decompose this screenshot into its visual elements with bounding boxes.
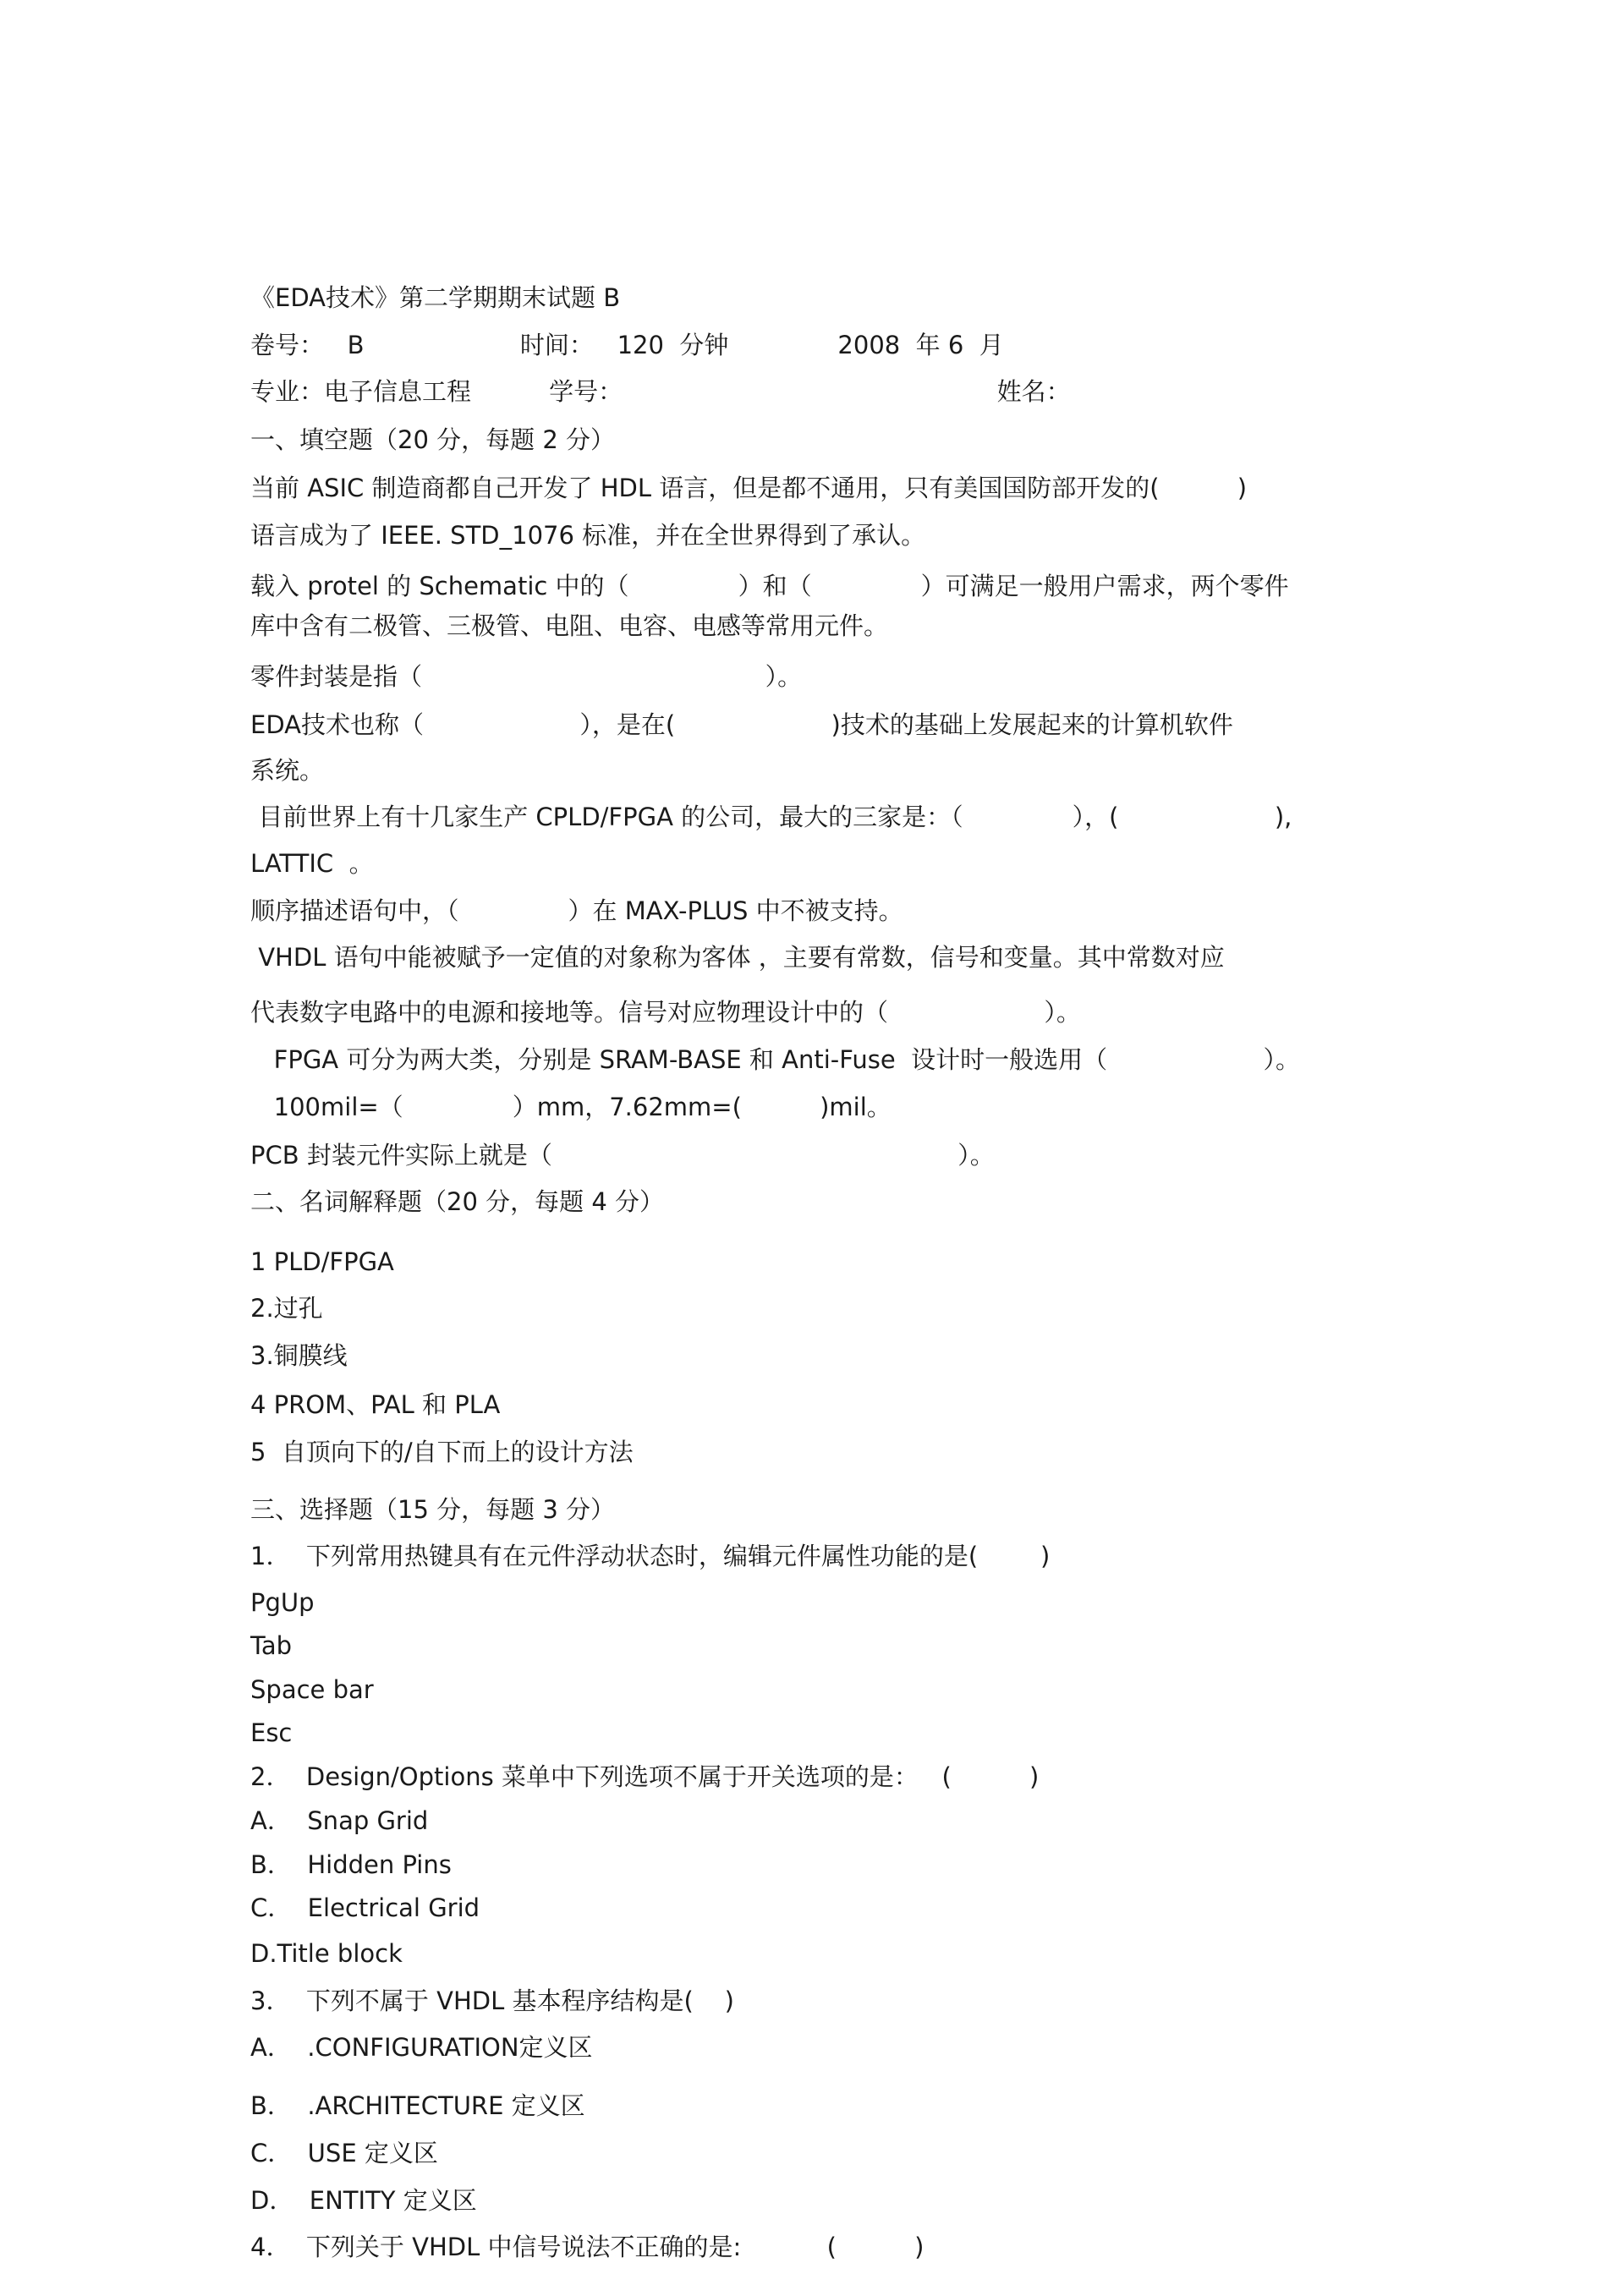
choice-q2-option-c: C． Electrical Grid — [250, 1893, 480, 1922]
fill-question-7b: 代表数字电路中的电源和接地等。信号对应物理设计中的（ ）。 — [250, 998, 1081, 1027]
term-item-5: 5 自顶向下的/自下而上的设计方法 — [250, 1438, 634, 1466]
student-info-line: 专业：电子信息工程 学号： 姓名： — [250, 377, 1071, 406]
term-item-4: 4 PROM、PAL 和 PLA — [250, 1390, 501, 1419]
choice-q1-option-3: Space bar — [250, 1675, 374, 1704]
fill-question-1a: 当前 ASIC 制造商都自己开发了 HDL 语言，但是都不通用，只有美国国防部开发的( ) — [250, 474, 1248, 502]
choice-q1-option-1: PgUp — [250, 1588, 315, 1617]
fill-question-5a: 目前世界上有十几家生产 CPLD/FPGA 的公司，最大的三家是：（ ），( ), — [250, 803, 1292, 831]
exam-info-line: 卷号： B 时间： 120 分钟 2008 年 6 月 — [250, 331, 1004, 359]
fill-question-8: FPGA 可分为两大类，分别是 SRAM-BASE 和 Anti-Fuse 设计时一般选用（ ）。 — [250, 1045, 1300, 1074]
choice-question-4: 4． 下列关于 VHDL 中信号说法不正确的是: ( ) — [250, 2233, 924, 2261]
fill-question-6: 顺序描述语句中，（ ）在 MAX-PLUS 中不被支持。 — [250, 896, 903, 925]
fill-question-4b: 系统。 — [250, 756, 325, 785]
fill-question-2b: 库中含有二极管、三极管、电阻、电容、电感等常用元件。 — [250, 611, 889, 640]
choice-q3-option-d: D． ENTITY 定义区 — [250, 2186, 477, 2215]
choice-question-1: 1． 下列常用热键具有在元件浮动状态时，编辑元件属性功能的是( ) — [250, 1542, 1051, 1570]
fill-question-4a: EDA技术也称（ ），是在( )技术的基础上发展起来的计算机软件 — [250, 710, 1233, 739]
choice-q3-option-c: C． USE 定义区 — [250, 2139, 438, 2167]
term-item-2: 2.过孔 — [250, 1294, 323, 1323]
choice-q1-option-4: Esc — [250, 1718, 293, 1747]
fill-question-10: PCB 封装元件实际上就是（ ）。 — [250, 1141, 995, 1170]
fill-question-9: 100mil=（ ）mm，7.62mm=( )mil。 — [250, 1093, 892, 1121]
doc-title: 《EDA技术》第二学期期末试题 B — [250, 283, 621, 312]
choice-q1-option-2: Tab — [250, 1631, 293, 1660]
choice-q3-option-b: B． .ARCHITECTURE 定义区 — [250, 2091, 585, 2120]
fill-question-7a: VHDL 语句中能被赋予一定值的对象称为客体 ，主要有常数，信号和变量。其中常数对应 — [250, 943, 1225, 972]
choice-question-3: 3． 下列不属于 VHDL 基本程序结构是( ) — [250, 1986, 734, 2015]
term-item-3: 3.铜膜线 — [250, 1341, 348, 1370]
fill-question-2a: 载入 protel 的 Schematic 中的（ ）和（ ）可满足一般用户需求，两个零件 — [250, 572, 1289, 600]
section3-heading: 三、选择题（15 分，每题 3 分） — [250, 1495, 616, 1524]
choice-q2-option-b: B． Hidden Pins — [250, 1850, 452, 1879]
section2-heading: 二、名词解释题（20 分，每题 4 分） — [250, 1187, 665, 1216]
section1-heading: 一、填空题（20 分，每题 2 分） — [250, 425, 616, 454]
choice-question-2: 2． Design/Options 菜单中下列选项不属于开关选项的是： ( ) — [250, 1762, 1040, 1791]
choice-q2-option-a: A． Snap Grid — [250, 1806, 429, 1835]
choice-q3-option-a: A． .CONFIGURATION定义区 — [250, 2033, 593, 2062]
fill-question-5b: LATTIC 。 — [250, 849, 374, 878]
fill-question-1b: 语言成为了 IEEE. STD_1076 标准，并在全世界得到了承认。 — [250, 521, 926, 550]
term-item-1: 1 PLD/FPGA — [250, 1247, 394, 1276]
choice-q2-option-d: D.Title block — [250, 1939, 403, 1968]
fill-question-3: 零件封装是指（ ）。 — [250, 662, 803, 691]
